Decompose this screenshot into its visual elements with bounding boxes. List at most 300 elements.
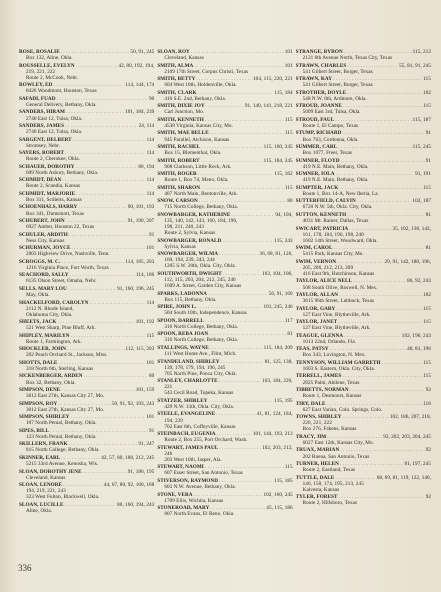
entry-detail-line: 316 North College, Bethany, Okla. [164, 323, 239, 330]
student-name: SHIPLEY, MARILYN [19, 332, 70, 339]
index-entry [296, 49, 431, 61]
entry-name-line [157, 158, 292, 164]
student-name: STROUD, JOANNE [295, 103, 342, 110]
student-name: SELLS, MARY LOU [19, 285, 67, 292]
entry-detail-line: Ness City, Kansas [26, 237, 65, 244]
index-entry [296, 475, 431, 493]
page-references: 81, 125, 138, [264, 358, 293, 365]
entry-detail-line: 2121 6th Avenue North, Texas City, Texas [302, 55, 393, 62]
page-references: 115 [423, 319, 431, 326]
student-name: SARGENT, DELBERT [19, 136, 72, 143]
student-name: TIBBETTS, NORMAN [295, 387, 349, 394]
entry-detail-line: 407 North Main, Bentonville, Ark. [164, 190, 238, 197]
entry-name-line [19, 109, 154, 115]
index-entry [19, 319, 154, 331]
index-entry [19, 469, 154, 481]
student-name: STANDELAND, SHIRLEY [157, 358, 220, 365]
leader-dots [201, 185, 284, 191]
index-entry [157, 271, 292, 289]
student-name: STROTHER, DOYLE [295, 89, 347, 96]
entry-name-line [157, 492, 292, 498]
entry-detail-line: 5215 33rd Avenue, Kenosha, Wis. [26, 461, 99, 468]
entry-detail-line: Box 311, Scdierts, Kansas [26, 196, 82, 203]
entry-detail-line: 202 Peach Orchard St., Jackson, Miss. [26, 352, 108, 359]
student-name: STUMP, RICHARD [295, 130, 342, 137]
entry-detail-line: 127 East Vine, Blytheville, Ark. [302, 311, 371, 318]
entry-detail-line: 1602 14th Street, Woodward, Okla. [302, 237, 378, 244]
entry-name-line [19, 300, 154, 306]
student-name: SWIM, VERNON [295, 258, 337, 265]
leader-dots [216, 411, 256, 417]
page-references: 116 [423, 400, 431, 407]
index-entry [157, 318, 292, 330]
index-entry [19, 300, 154, 318]
index-entry [157, 398, 292, 410]
index-entry [157, 90, 292, 102]
page-references: 115, 195 [274, 397, 293, 404]
leader-dots [68, 286, 116, 292]
student-name: SCHURMAN, JOYCE [19, 245, 71, 252]
index-entry [157, 49, 292, 61]
page-references: 101, 184, 239 [125, 109, 155, 116]
page-references: 115 [284, 184, 293, 191]
entry-name-line [157, 185, 292, 191]
page-references: 103, 104, 106, [262, 270, 293, 277]
index-entry [157, 117, 292, 129]
page-references: 115, 184 [274, 89, 293, 96]
index-entry [296, 292, 431, 304]
entry-detail-line: Stromsey, Nebr. [26, 142, 60, 149]
index-entry [19, 455, 154, 467]
index-entry [296, 63, 431, 75]
entry-detail-line: 161, 178, 184, 196, 198, 240 [302, 231, 364, 238]
entry-detail-line: Aline, Okla. [26, 507, 53, 514]
student-name: STEELE, EVANGELINE [157, 411, 216, 418]
page-references: 114 [146, 136, 155, 143]
leader-dots [89, 300, 145, 306]
entry-detail-line: 139, 178, 179, 194, 196, 245 [164, 364, 226, 371]
page-references: 114 [146, 190, 155, 197]
page-references: 94, 104, [275, 211, 293, 218]
index-entry [19, 109, 154, 121]
student-name: STIVERSON, RAYMOND [157, 477, 218, 484]
student-name: SUMNER, FLOYD [295, 157, 340, 164]
student-name: TEAGUE, GLENNA [295, 332, 344, 339]
entry-detail-line: Box 341, Dumsmott, Texas [26, 210, 84, 217]
page-references: 81, 197, 245 [404, 461, 431, 468]
entry-name-line [157, 378, 292, 384]
entry-name-line [157, 90, 292, 96]
entry-detail-line: 5415 Park, Kansas City, Mo. [302, 251, 364, 258]
index-entry [296, 401, 431, 413]
student-name: SNOWBARGER, KATHERINE [157, 211, 231, 218]
entry-detail-line: 2112 N. Rhode Island, [26, 305, 74, 312]
entry-detail-line: 541 Gilbert Street, Borger, Texas [302, 82, 373, 89]
entry-detail-line: Box 115, Bethany, Okla. [164, 296, 217, 303]
student-name: SLOAN, LUCILLE [19, 501, 64, 508]
entry-detail-line: 627 East Varian, Colo. Springs, Colo. [302, 406, 383, 413]
leader-dots [339, 185, 422, 191]
entry-name-line [296, 259, 431, 265]
page-references: 115, 185 [274, 477, 293, 484]
entry-detail-line: 1709 Ellis, Wichita, Kansas [164, 497, 224, 504]
index-entry [296, 198, 431, 210]
leader-dots [76, 191, 145, 197]
student-name: STROUD, PAUL [295, 116, 335, 123]
page-references: 92 [425, 447, 431, 454]
index-entry [296, 185, 431, 197]
page-references: 40, 81, 196 [407, 346, 431, 353]
entry-detail-line: Route 2, McCook, Nebr. [26, 74, 79, 81]
student-name: SLOAN, LENORE [19, 482, 63, 489]
student-name: TRACY, JIM [295, 433, 327, 440]
index-entry [157, 185, 292, 197]
entry-detail-line: 2109 17th Street, Corpus Christi, Texas [164, 68, 249, 75]
entry-detail-line: 2825 Palm, Abilene, Texas [302, 379, 360, 386]
leader-dots [198, 90, 274, 96]
index-entry [19, 49, 154, 61]
index-entry [19, 191, 154, 203]
entry-detail-line: Box 1077, Freer, Texas [302, 150, 352, 157]
student-name: STONE, VERA [157, 491, 193, 498]
leader-dots [205, 318, 284, 324]
page-references: 112, 115, 203 [125, 346, 155, 353]
index-entry [157, 331, 292, 343]
page-references: 115, 160, 245 [263, 144, 293, 151]
index-column-3 [296, 49, 431, 519]
page-references: 115, 184, 245 [263, 157, 293, 164]
index-entry [296, 130, 431, 142]
entry-detail-line: Route 2, Scandia, Kansas [26, 183, 81, 190]
student-name: SHOCKLER, JOHN [19, 346, 67, 353]
student-name: TERRELL, JAMES [295, 373, 342, 380]
page-references: 115 [284, 130, 293, 137]
entry-name-line [157, 445, 292, 451]
index-entry [296, 414, 431, 432]
page-references: 101 [146, 414, 155, 421]
index-entry [296, 212, 431, 224]
index-entry [157, 464, 292, 476]
entry-detail-line: Route 2, Hillsboro, Texas [302, 500, 357, 507]
index-entry [157, 144, 292, 156]
page-references: 91 [149, 427, 155, 434]
entry-name-line [157, 291, 292, 297]
leader-dots [78, 204, 126, 210]
index-entry [296, 306, 431, 318]
page-references: 102, 196, 243 [401, 332, 431, 339]
student-name: TIRY, DALE [295, 400, 326, 407]
index-entry [19, 482, 154, 500]
entry-detail-line: 1609 A. Street, Garden City, Kansas [164, 283, 242, 290]
student-name: SUTTON, KENNETH [295, 211, 347, 218]
entry-detail-line: 1603 S. Eastern, Okla. City, Okla. [302, 366, 375, 372]
entry-detail-line: 316 North College, Bethany, Okla. [164, 337, 239, 344]
entry-name-line [296, 278, 431, 284]
student-name: TAYLOR, JANET [295, 319, 338, 326]
page-references: 90 [149, 95, 155, 102]
leader-dots [219, 378, 262, 384]
page-references: 101, 245, 246 [263, 304, 293, 311]
entry-detail-line: 3012 East 27th, Kansas City 27, Mo. [26, 406, 105, 413]
entry-detail-line: Route 1, Box 14-A, New Iberia, La. [302, 190, 379, 197]
page-references: 115, 162 [274, 171, 293, 178]
entry-detail-line: 4031 Mt. Rainer, Dallas, Texas [302, 218, 369, 225]
page-references: 104, 115, 220, 221 [253, 76, 293, 83]
index-entry [157, 411, 292, 429]
entry-detail-line: Box 15, Blomenthal, Okla. [164, 150, 222, 157]
index-entry [19, 346, 154, 358]
entry-detail-line: 123 North Penial, Bethany, Okla. [26, 433, 97, 440]
student-name: SKINNER, EARL [19, 454, 61, 461]
page-references: 115 [284, 116, 293, 123]
leader-dots [326, 401, 422, 407]
page-references: 42, 57, 80, 188, 212, 245 [101, 454, 155, 461]
index-entry [296, 373, 431, 385]
entry-detail-line: 246 [164, 450, 173, 457]
entry-name-line [296, 447, 431, 453]
entry-name-line [296, 226, 431, 232]
page-references: 102, 160, 245 [263, 491, 293, 498]
leader-dots [343, 414, 389, 420]
entry-name-line [157, 411, 292, 417]
page-references: 50, 91, 245 [130, 49, 155, 55]
index-entry [19, 401, 154, 413]
entry-name-line [19, 63, 154, 69]
index-entry [19, 428, 154, 440]
page-references: 91 [425, 130, 431, 137]
index-entry [157, 76, 292, 88]
student-name: TYLER, FOREST [295, 494, 338, 501]
student-name: SUMMER, CARL [295, 144, 338, 151]
leader-dots [344, 333, 401, 339]
page-references: 101 [146, 359, 155, 366]
page-references: 81 [425, 245, 431, 252]
entry-name-line [19, 373, 154, 379]
page-references: 80 [287, 198, 293, 205]
entry-detail-line: 146, 158, 174, 195, 213, 245 [302, 480, 364, 487]
student-name: SCHMIDT, DEAN [19, 177, 62, 184]
page-references: 115 [423, 103, 431, 110]
entry-detail-line: 543 Cecil Road, Topeka, Kansas [164, 390, 234, 397]
page-references: 91, 186, 195 [127, 468, 155, 475]
index-entry [19, 123, 154, 135]
entry-name-line [157, 238, 292, 244]
entry-name-line [296, 130, 431, 136]
student-name: SANDERS, HIRAM [19, 109, 65, 116]
index-entry [157, 378, 292, 396]
page-references: 115, 184, 209 [263, 344, 293, 351]
page-references: 56, 91, 160 [268, 290, 293, 297]
page-references: 101 [146, 245, 155, 252]
leader-dots [208, 291, 268, 297]
index-columns [19, 49, 431, 519]
student-name: ROSE, ROSALIE [19, 49, 60, 55]
student-name: ROWLEY, ED [19, 82, 53, 89]
student-name: SOUTHWORTH, DWIGHT [157, 270, 222, 277]
leader-dots [210, 130, 284, 136]
index-entry [296, 461, 431, 473]
index-entry [296, 144, 431, 156]
entry-name-line [19, 232, 154, 238]
entry-detail-line: 508 South Olive, Roswell, N. Mex. [302, 284, 378, 291]
index-entry [19, 387, 154, 399]
page-references: 101 [284, 49, 293, 55]
page-references: 90, 101, 193 [127, 204, 155, 211]
leader-dots [341, 158, 425, 164]
page-references: 35, 102, 138, 142, [392, 225, 431, 232]
student-name: SIMPSON, ROY [19, 400, 58, 407]
entry-detail-line: 112, 115, 203, 204, 212, 245, 246 [164, 277, 236, 284]
entry-detail-line: 111 West Home Ave., Flint, Mich. [164, 351, 237, 358]
leader-dots [221, 359, 264, 365]
leader-dots [219, 251, 258, 257]
index-entry [296, 103, 431, 115]
index-entry [157, 212, 292, 236]
index-entry [19, 245, 154, 257]
leader-dots [194, 492, 263, 498]
entry-name-line [19, 259, 154, 265]
entry-name-line [296, 333, 431, 339]
page-references: 115, 212 [412, 49, 431, 55]
entry-detail-line: 220, 221, 222 [302, 420, 332, 427]
student-name: SPARKS, LADONNA [157, 290, 207, 297]
entry-detail-line: Carl Junction, Mo. [164, 109, 205, 116]
student-name: SPOON, REBA JOAN [157, 331, 209, 338]
entry-detail-line: Box 276, Fabens, Kansas [302, 426, 357, 433]
index-entry [296, 171, 431, 183]
entry-detail-line: 4538 Virginia, Kansas City, Mo. [164, 122, 233, 129]
student-name: TEAS, PATSY [295, 346, 329, 353]
page-references: 80 [149, 373, 155, 380]
page-references: 115 [284, 464, 293, 471]
entry-name-line [19, 428, 154, 434]
page-references: 92 [425, 387, 431, 394]
page-references: 117 [284, 317, 293, 324]
page-references: 101, 192 [135, 319, 155, 326]
entry-detail-line: 521 West Sharp, Pine Bluff, Ark. [26, 325, 96, 332]
leader-dots [336, 306, 422, 312]
leader-dots [61, 259, 124, 265]
leader-dots [71, 333, 146, 339]
entry-name-line [296, 475, 431, 481]
entry-detail-line: 219, 221, 222 [26, 68, 56, 75]
page-references: 68, 69, 81, 119, 122, 140, [376, 474, 431, 481]
page-references: 55, 81, 91, 245 [399, 62, 431, 69]
entry-detail-line: 410 S.E. 2nd, Bethany, Okla. [164, 95, 227, 102]
entry-detail-line: Box 343, Lovington, N. Mex. [302, 352, 366, 359]
page-references: 114, 144, 174 [125, 82, 155, 89]
page-references: 45, 115, 186 [266, 505, 293, 512]
index-entry [19, 502, 154, 514]
leader-dots [206, 103, 244, 109]
page-references: 36, 68, 81, 126, [259, 251, 293, 258]
student-name: SCHMIDT, MARJORIE [19, 190, 76, 197]
index-entry [296, 447, 431, 459]
page-references: 102 [423, 89, 431, 96]
student-name: STALLINGS, WAYNE [157, 344, 209, 351]
student-name: STONEROAD, MARY [157, 505, 210, 512]
leader-dots [382, 360, 423, 366]
page-references: 115 [423, 76, 431, 83]
index-entry [157, 431, 292, 443]
leader-dots [66, 109, 124, 115]
student-name: SIMPSON, SHIRLEY [19, 414, 70, 421]
index-entry [157, 251, 292, 269]
page-references: 114 [146, 150, 155, 157]
page-references: 114 [146, 299, 155, 306]
index-entry [157, 359, 292, 377]
index-entry [296, 333, 431, 345]
student-name: SKILLERN, FRANK [19, 441, 68, 448]
entry-detail-line: Sylvia, Kansas [164, 243, 196, 250]
index-entry [19, 63, 154, 81]
index-entry [19, 204, 154, 216]
student-name: STANLEY, CHARLOTTE [157, 378, 218, 385]
entry-detail-line: Route 2, Sylvia, Kansas [164, 230, 216, 237]
entry-detail-line: 3012 East 27th, Kansas City 27, Mo. [26, 393, 105, 400]
index-entry [157, 291, 292, 303]
page-references: 102 [423, 292, 431, 299]
entry-name-line [296, 63, 431, 69]
index-entry [19, 259, 154, 271]
entry-detail-line: Route 1, Desmoors, Kansas [302, 393, 362, 400]
page-references: 102, 187 [412, 198, 431, 205]
entry-detail-line: 107 North Penial, Bethany, Okla. [26, 420, 97, 427]
entry-detail-line: 807 North Evans, El Reno, Okla. [164, 511, 235, 518]
entry-name-line [296, 306, 431, 312]
student-name: TRUAX, MARIAN [295, 447, 340, 454]
entry-detail-line: Kalvesta, Kansas [302, 486, 340, 493]
student-name: SMITH, DIXIE JOY [157, 103, 205, 110]
index-entry [296, 90, 431, 102]
entry-detail-line: Box 763, Cordonna, Okla. [302, 136, 359, 143]
index-entry [296, 278, 431, 290]
entry-detail-line: 945 Parallel, Atchison, Kansas [164, 136, 230, 143]
page-references: 91, 191 [415, 171, 431, 178]
entry-detail-line: Cleveland, Kansas [26, 474, 66, 481]
student-name: TOWNS, SHIRLEY [295, 414, 342, 421]
entry-detail-line: 603 N.W. Avenue, Bethany, Okla. [164, 484, 236, 491]
index-entry [296, 76, 431, 88]
leader-dots [58, 401, 110, 407]
student-name: SNOWBARGER, WILMA [157, 251, 219, 258]
index-entry [157, 505, 292, 517]
page-references: 101, 159 [135, 387, 155, 394]
index-entry [19, 150, 154, 162]
page-references: 115, 187 [412, 116, 431, 123]
page-references: 115, 243 [274, 237, 293, 244]
student-name: SMITH, CLARK [157, 89, 197, 96]
entry-name-line [19, 502, 154, 508]
student-name: STEWART, JAMES PAUL [157, 444, 219, 451]
entry-detail-line: 2740 East 12, Tulsa, Okla. [26, 115, 83, 122]
index-entry [19, 414, 154, 426]
page-references: 91, 190, 207 [127, 218, 155, 225]
index-entry [157, 238, 292, 250]
index-entry [19, 164, 154, 176]
student-name: STATZER, SHIRLEY [157, 397, 208, 404]
student-name: SCHOENHALS, HARRY [19, 204, 78, 211]
page-references: 80, 194 [138, 163, 155, 170]
entry-detail-line: 318 North 6th, Sterling, Kansas [26, 366, 94, 372]
entry-detail-line: Route 1, El Campo, Texas [302, 122, 359, 129]
index-entry [19, 272, 154, 284]
student-name: TUTTLE, DALE [295, 474, 335, 481]
student-name: STEWART, NAOMI [157, 464, 204, 471]
student-name: SHEETS, JACK [19, 319, 57, 326]
entry-name-line [296, 401, 431, 407]
student-name: SNOWBARGER, RONALD [157, 237, 222, 244]
